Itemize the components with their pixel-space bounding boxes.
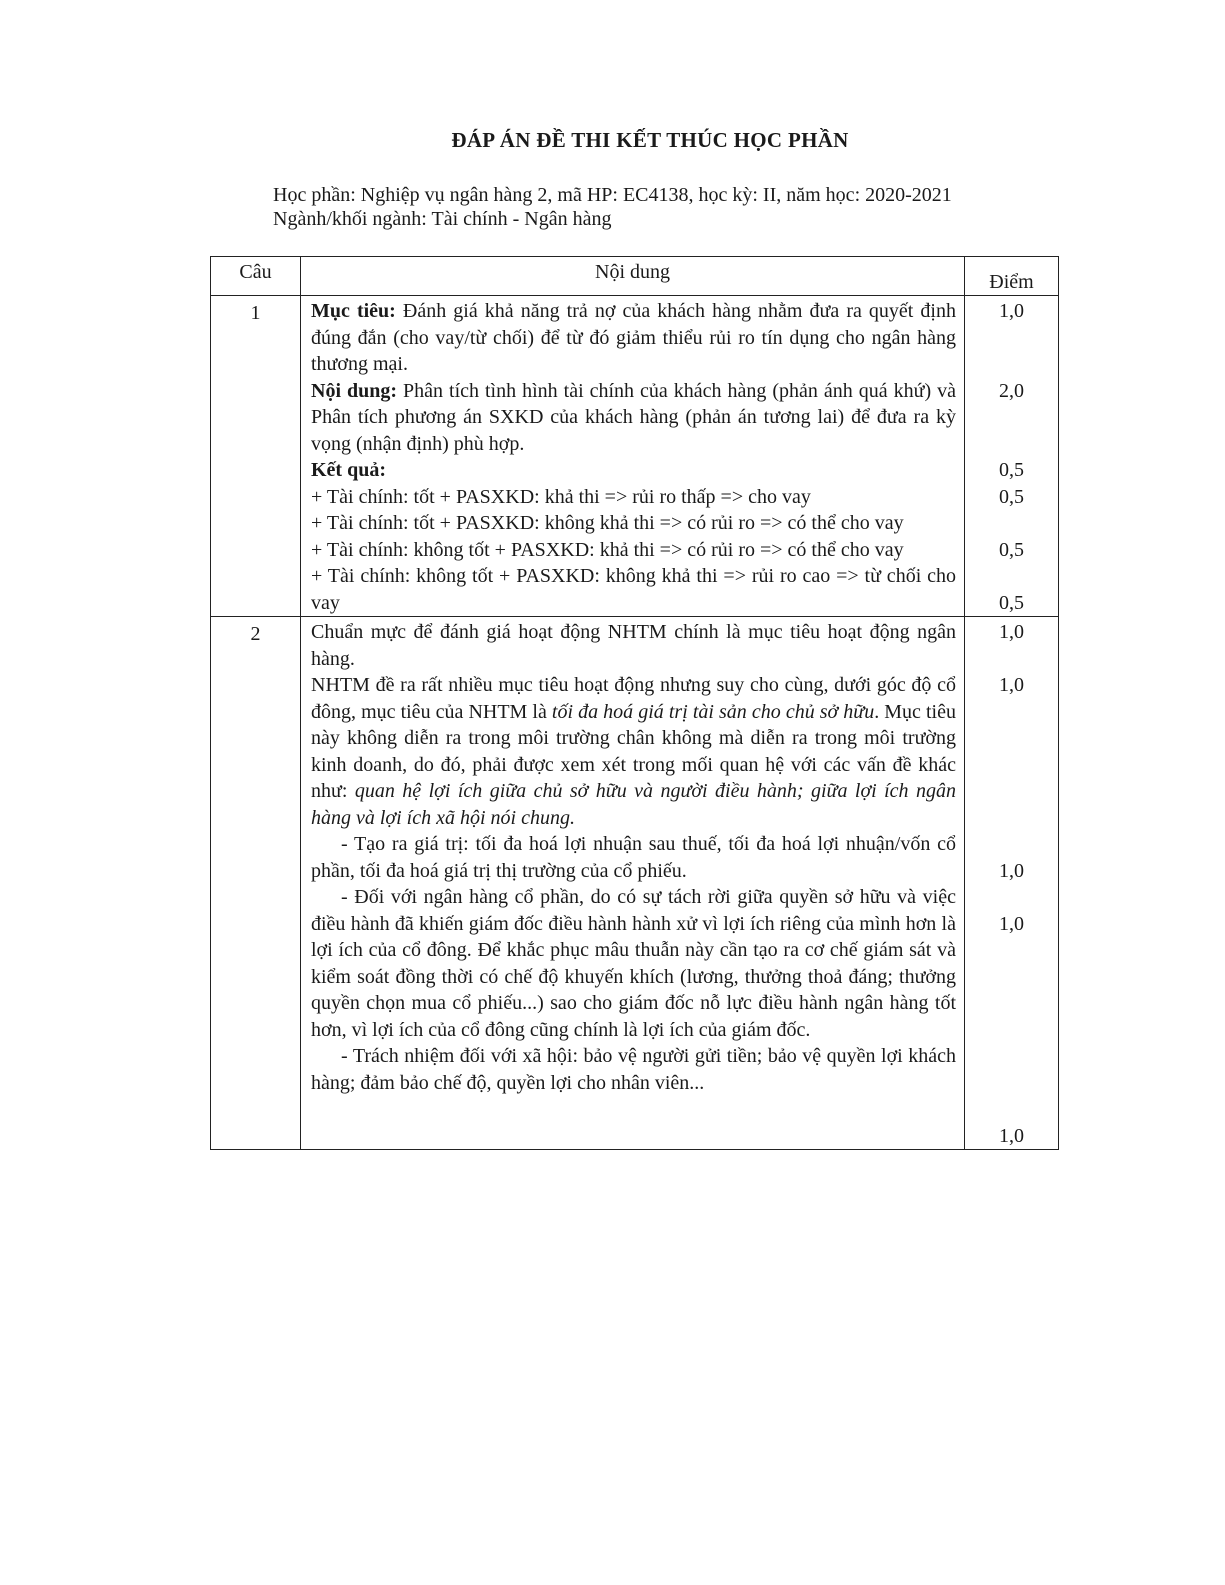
header-question: Câu [211, 257, 301, 296]
q2-paragraph-4: - Đối với ngân hàng cổ phần, do có sự tách rời giữa quyền sở hữu và việc điều hành đã khiến giám đốc điều hành hành xử vì lợi ích riêng của mình hơn là lợi ích của cổ đông. Để khắc phục mâu thuẫn này cần tạo ra cơ chế giám sát và kiểm soát đồng thời có chế độ khuyến khích (lương, thưởng thoả đáng; thưởng quyền chọn mua cổ phiếu...) sao cho giám đốc nỗ lực điều hành ngân hàng tốt hơn, vì lợi ích của cổ đông cũng chính là lợi ích của giám đốc. [311, 886, 956, 1041]
score-cell-q2 [965, 617, 1059, 1150]
score-value: 1,0 [999, 859, 1024, 882]
q1-result-item: + Tài chính: tốt + PASXKD: không khả thi => có rủi ro => có thể cho vay [311, 512, 904, 534]
q2-paragraph-2 [311, 672, 956, 831]
header-content: Nội dung [301, 257, 965, 296]
score-value: 0,5 [999, 538, 1024, 561]
q1-content-label: Nội dung: [311, 379, 398, 402]
score-value: 2,0 [999, 379, 1024, 402]
q1-result-label: Kết quả: [311, 459, 386, 481]
score-value: 0,5 [999, 459, 1024, 481]
q1-result-heading [311, 457, 956, 484]
score-value: 1,0 [999, 912, 1024, 935]
table-row-q1 [211, 296, 1059, 617]
q2-p2-italic-d: quan hệ lợi ích giữa chủ sở hữu và người điều hành; giữa lợi ích ngân hàng và lợi ích xã hội nói chung. [311, 780, 956, 829]
score-cell-q1 [965, 296, 1059, 617]
question-number: 2 [211, 617, 301, 1150]
answer-content-q2 [301, 617, 965, 1150]
q1-objective [311, 298, 956, 378]
q2-p2-text-c: . Mục tiêu này không diễn ra trong môi trường chân không mà diễn ra trong môi trường kinh doanh, do đó, phải được xem xét trong mối quan hệ với các vấn đề khác như: [311, 700, 956, 802]
score-value: 0,5 [999, 485, 1024, 508]
q1-content-text: Phân tích tình hình tài chính của khách hàng (phản ánh quá khứ) và Phân tích phương án SXKD của khách hàng (phản án tương lai) để đưa ra kỳ vọng (nhận định) phù hợp. [311, 379, 957, 455]
score-value: 1,0 [999, 1124, 1024, 1147]
q2-p2-italic-b: tối đa hoá giá trị tài sản cho chủ sở hữu [551, 700, 875, 723]
course-info-line: Học phần: Nghiệp vụ ngân hàng 2, mã HP: EC4138, học kỳ: II, năm học: 2020-2021 [273, 184, 952, 206]
q2-p2-text-a: NHTM đề ra rất nhiều mục tiêu hoạt động nhưng suy cho cùng, dưới góc độ cổ đông, mục tiêu của NHTM là [311, 674, 956, 723]
q1-content [311, 378, 956, 458]
score-value: 1,0 [999, 300, 1024, 322]
page-title: ĐÁP ÁN ĐỀ THI KẾT THÚC HỌC PHẦN [451, 128, 849, 152]
table-header-row [211, 257, 1059, 296]
q1-result-item: + Tài chính: không tốt + PASXKD: khả thi => có rủi ro => có thể cho vay [311, 538, 904, 561]
q2-paragraph-1: Chuẩn mực để đánh giá hoạt động NHTM chính là mục tiêu hoạt động ngân hàng. [311, 621, 956, 670]
table-row-q2 [211, 617, 1059, 1150]
q1-objective-text: Đánh giá khả năng trả nợ của khách hàng nhằm đưa ra quyết định đúng đắn (cho vay/từ chối) để từ đó giảm thiểu rủi ro tín dụng cho ngân hàng thương mại. [311, 300, 956, 375]
question-number: 1 [211, 296, 301, 617]
score-value: 1,0 [999, 621, 1024, 643]
q2-paragraph-3: - Tạo ra giá trị: tối đa hoá lợi nhuận sau thuế, tối đa hoá lợi nhuận/vốn cổ phần, tối đa hoá giá trị thị trường của cổ phiếu. [311, 833, 956, 882]
score-value: 1,0 [999, 674, 1024, 696]
header-score: Điểm [965, 257, 1059, 296]
score-value: 0,5 [999, 591, 1024, 614]
q1-result-item: + Tài chính: không tốt + PASXKD: không khả thi => rủi ro cao => từ chối cho vay [311, 565, 956, 614]
answer-table [210, 256, 1059, 1150]
major-info-line: Ngành/khối ngành: Tài chính - Ngân hàng [273, 208, 612, 230]
q2-paragraph-5: - Trách nhiệm đối với xã hội: bảo vệ người gửi tiền; bảo vệ quyền lợi khách hàng; đảm bảo chế độ, quyền lợi cho nhân viên... [311, 1045, 956, 1094]
q1-result-item: + Tài chính: tốt + PASXKD: khả thi => rủi ro thấp => cho vay [311, 485, 811, 508]
answer-content-q1 [301, 296, 965, 617]
q1-objective-label: Mục tiêu: [311, 300, 396, 322]
